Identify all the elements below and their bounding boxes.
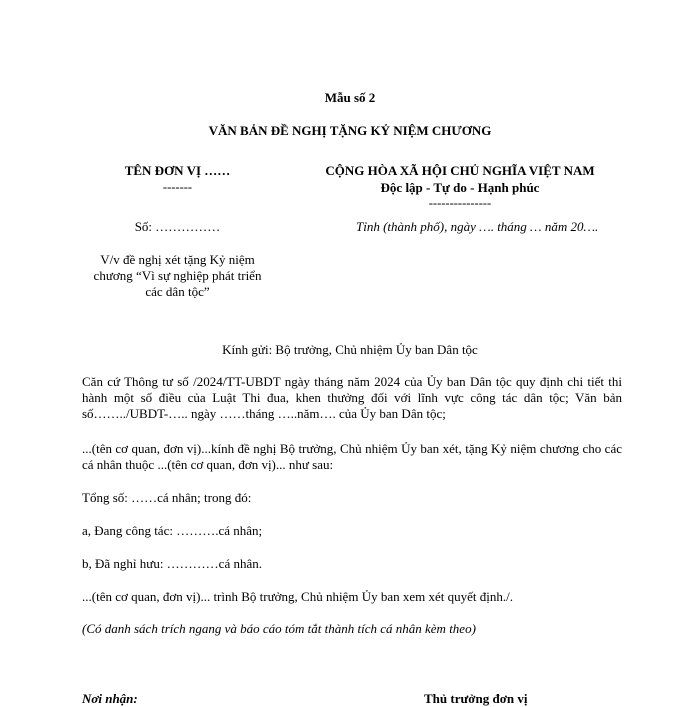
attachment-note: (Có danh sách trích ngang và báo cáo tóm tắt thành tích cá nhân kèm theo) xyxy=(82,621,476,636)
recipient-line: Kính gửi: Bộ trưởng, Chủ nhiệm Ủy ban Dân tộc xyxy=(222,342,478,357)
form-number: Mẫu số 2 xyxy=(324,90,376,105)
subject-line-3: các dân tộc” xyxy=(145,284,210,299)
national-motto: Độc lập - Tự do - Hạnh phúc xyxy=(380,180,540,195)
national-title: CỘNG HÒA XÃ HỘI CHỦ NGHĨA VIỆT NAM xyxy=(325,163,595,178)
item-working: a, Đang công tác: ……….cá nhân; xyxy=(82,523,263,538)
body-paragraph-3: ...(tên cơ quan, đơn vị)... trình Bộ trưởng, Chủ nhiệm Ủy ban xem xét quyết định./. xyxy=(82,589,513,604)
unit-underline: ------- xyxy=(162,180,193,194)
body-paragraph-2: ...(tên cơ quan, đơn vị)...kính đề nghị Bộ trưởng, Chủ nhiệm Ủy ban xét, tặng Kỷ niệm chương cho các cá nhân thuộc ...(tên cơ quan, đơn vị)... như sau: xyxy=(82,441,622,472)
document-title: VĂN BẢN ĐỀ NGHỊ TẶNG KỶ NIỆM CHƯƠNG xyxy=(208,123,492,138)
motto-underline: --------------- xyxy=(428,196,492,210)
recipients-label: Nơi nhận: xyxy=(82,691,138,706)
item-retired: b, Đã nghỉ hưu: …………cá nhân. xyxy=(82,556,262,571)
document-number: Số: …………… xyxy=(134,219,221,234)
signatory-label: Thủ trưởng đơn vị xyxy=(424,691,528,706)
place-date: Tỉnh (thành phố), ngày …. tháng … năm 20…. xyxy=(356,219,599,234)
body-paragraph-1: Căn cứ Thông tư số /2024/TT-UBDT ngày tháng năm 2024 của Ủy ban Dân tộc quy định chi tiết thi hành một số điều của Luật Thi đua, khen thưởng đối với lĩnh vực công tác dân tộc; Văn bản số……../UBDT-….. ngày ……tháng …..năm…. của Ủy ban Dân tộc; xyxy=(82,374,622,421)
total-count: Tổng số: ……cá nhân; trong đó: xyxy=(82,490,252,505)
unit-name: TÊN ĐƠN VỊ …… xyxy=(124,163,231,178)
subject-line-2: chương “Vì sự nghiệp phát triển xyxy=(93,268,262,283)
subject-line-1: V/v đề nghị xét tặng Kỷ niệm xyxy=(100,252,255,267)
